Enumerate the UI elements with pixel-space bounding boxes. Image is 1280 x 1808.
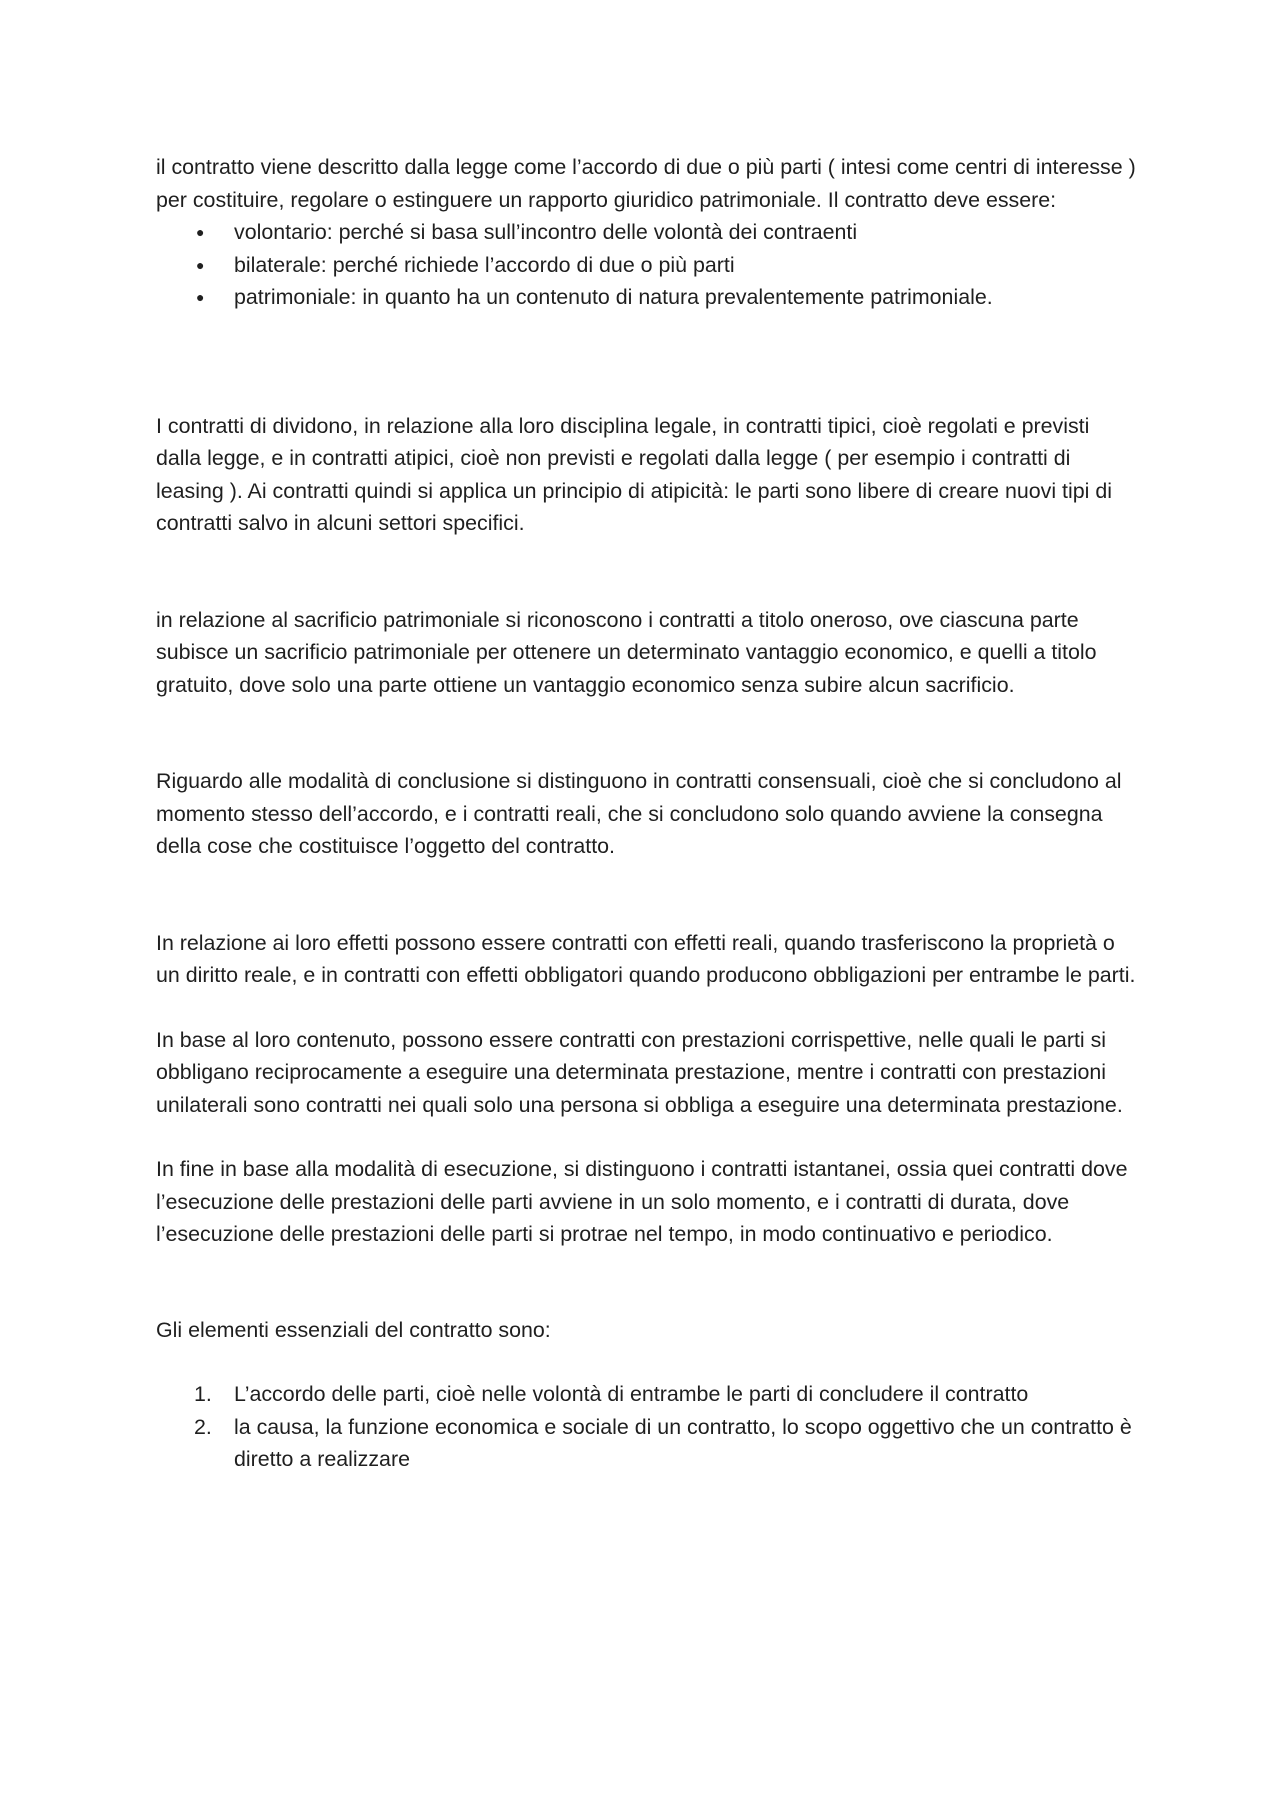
intro-paragraph: il contratto viene descritto dalla legge come l’accordo di due o più parti ( intesi come centri di interesse ) per costituire, regolare o estinguere un rapporto giuridico patrimoniale. Il contratto deve essere: [156,155,1136,212]
spacer [156,1121,1136,1153]
list-item [156,216,1136,249]
spacer [156,540,1136,604]
spacer [156,1346,1136,1378]
list-item [156,1411,1136,1476]
spacer [156,701,1136,765]
bullet-icon: ● [196,256,205,273]
list-item [156,249,1136,282]
spacer [156,1251,1136,1314]
numbered-list [156,1378,1136,1476]
list-item-text: volontario: perché si basa sull’incontro delle volontà dei contraenti [234,220,858,244]
list-item [156,1378,1136,1411]
list-item-text: bilaterale: perché richiede l’accordo di due o più parti [234,252,735,277]
paragraph-execution: In fine in base alla modalità di esecuzione, si distinguono i contratti istantanei, ossia quei contratti dove l’esecuzione delle prestazioni delle parti avviene in un solo momento, e i contratti di durata, dove l’esecuzione delle prestazioni delle parti si protrae nel tempo, in modo continuativo e periodico. [156,1157,1128,1246]
paragraph-typical-contracts: I contratti di dividono, in relazione alla loro disciplina legale, in contratti tipici, cioè regolati e previsti dalla legge, e in contratti atipici, cioè non previsti e regolati dalla legge ( per esempio i contratti di leasing ). Ai contratti quindi si applica un principio di atipicità: le parti sono libere di creare nuovi tipi di contratti salvo in alcuni settori specifici. [156,413,1112,535]
paragraph-content: In base al loro contenuto, possono essere contratti con prestazioni corrispettive, nelle quali le parti si obbligano reciprocamente a eseguire una determinata prestazione, mentre i contratti con prestazioni unilaterali sono contratti nei quali solo una persona si obbliga a eseguire una determinata prestazione. [156,1027,1123,1117]
bullet-icon: ● [196,224,205,240]
list-item-text: patrimoniale: in quanto ha un contenuto di natura prevalentemente patrimoniale. [234,285,993,309]
spacer [156,863,1136,927]
paragraph-effects: In relazione ai loro effetti possono essere contratti con effetti reali, quando trasferiscono la proprietà o un diritto reale, e in contratti con effetti obbligatori quando producono obbligazioni per entrambe le parti. [156,930,1136,987]
document-body [156,151,1136,1476]
bullet-icon: ● [196,289,205,305]
spacer [156,992,1136,1024]
spacer [156,314,1136,410]
list-item-text: L’accordo delle parti, cioè nelle volontà di entrambe le parti di concludere il contratto [234,1382,1029,1406]
list-number: 1. [194,1382,212,1406]
paragraph-conclusion-modes: Riguardo alle modalità di conclusione si distinguono in contratti consensuali, cioè che si concludono al momento stesso dell’accordo, e i contratti reali, che si concludono solo quando avviene la consegna della cose che costituisce l’oggetto del contratto. [156,769,1122,858]
list-item-text: la causa, la funzione economica e sociale di un contratto, lo scopo oggettivo che un contratto è diretto a realizzare [234,1414,1132,1471]
list-number: 2. [194,1414,212,1439]
list-item [156,281,1136,314]
bullet-list [156,216,1136,314]
paragraph-onerous-contracts: in relazione al sacrificio patrimoniale si riconoscono i contratti a titolo oneroso, ove ciascuna parte subisce un sacrificio patrimoniale per ottenere un determinato vantaggio economico, e quelli a titolo gratuito, dove solo una parte ottiene un vantaggio economico senza subire alcun sacrificio. [156,607,1097,697]
paragraph-essential-elements: Gli elementi essenziali del contratto sono: [156,1317,551,1342]
